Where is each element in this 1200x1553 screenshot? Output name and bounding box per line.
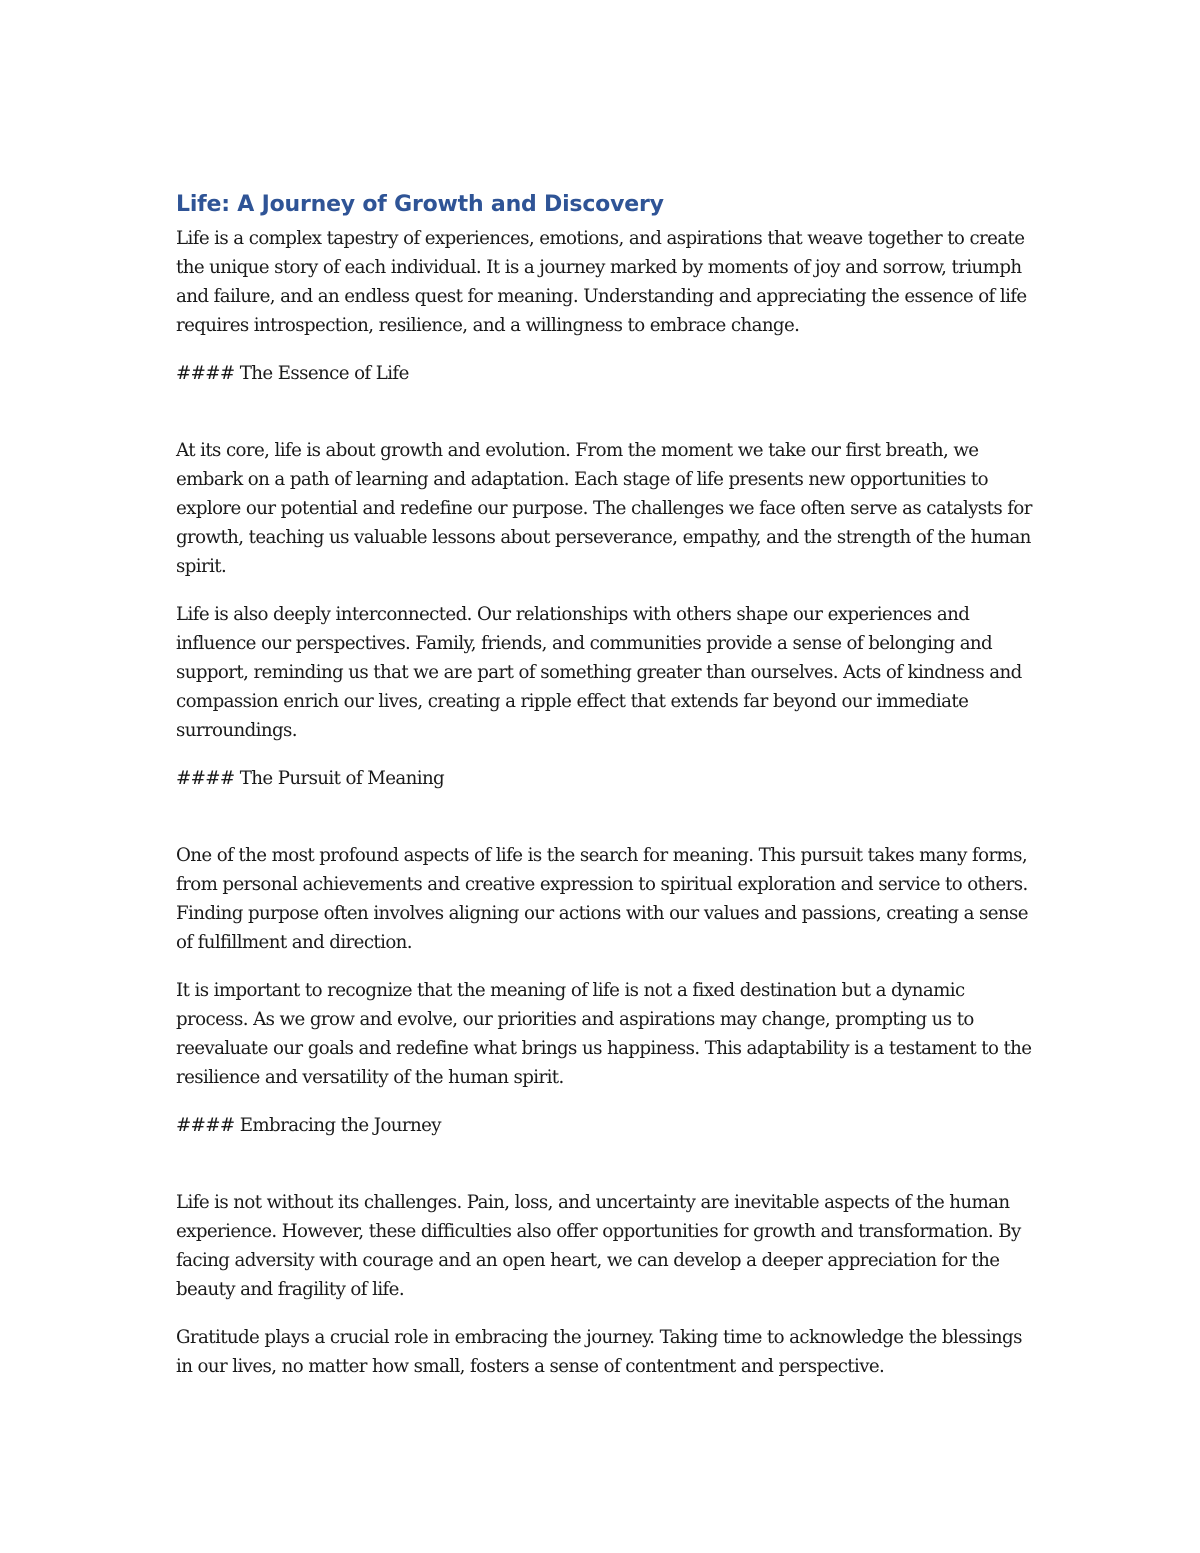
document-title: Life: A Journey of Growth and Discovery [176,192,664,217]
section-essence-of-life [176,359,1036,745]
body-paragraph: One of the most profound aspects of life is the search for meaning. This pursuit takes many forms, from personal achievements and creative expression to spiritual exploration and service to others. Finding purpose often involves aligning our actions with our values and passions, creating a sense of fulfillment and direction. [176,845,1028,953]
section-pursuit-of-meaning [176,764,1036,1092]
body-paragraph: It is important to recognize that the meaning of life is not a fixed destination but a dynamic process. As we grow and evolve, our priorities and aspirations may change, prompting us to reevaluate our goals and redefine what brings us happiness. This adaptability is a testament to the resilience and versatility of the human spirit. [176,980,1032,1088]
section-embracing-the-journey [176,1111,1036,1381]
document-body [176,190,1036,1400]
body-paragraph: At its core, life is about growth and evolution. From the moment we take our first breath, we embark on a path of learning and adaptation. Each stage of life presents new opportunities to explore our potential and redefine our purpose. The challenges we face often serve as catalysts for growth, teaching us valuable lessons about perseverance, empathy, and the strength of the human spirit. [176,440,1032,577]
intro-paragraph: Life is a complex tapestry of experiences, emotions, and aspirations that weave together to create the unique story of each individual. It is a journey marked by moments of joy and sorrow, triumph and failure, and an endless quest for meaning. Understanding and appreciating the essence of life requires introspection, resilience, and a willingness to embrace change. [176,228,1027,336]
section-heading: #### Embracing the Journey [176,1115,441,1136]
section-heading: #### The Pursuit of Meaning [176,768,445,789]
section-heading: #### The Essence of Life [176,363,409,384]
body-paragraph: Gratitude plays a crucial role in embracing the journey. Taking time to acknowledge the blessings in our lives, no matter how small, fosters a sense of contentment and perspective. [176,1327,1022,1377]
body-paragraph: Life is also deeply interconnected. Our relationships with others shape our experiences and influence our perspectives. Family, friends, and communities provide a sense of belonging and support, reminding us that we are part of something greater than ourselves. Acts of kindness and compassion enrich our lives, creating a ripple effect that extends far beyond our immediate surroundings. [176,604,1022,741]
body-paragraph: Life is not without its challenges. Pain, loss, and uncertainty are inevitable aspects of the human experience. However, these difficulties also offer opportunities for growth and transformation. By facing adversity with courage and an open heart, we can develop a deeper appreciation for the beauty and fragility of life. [176,1192,1021,1300]
